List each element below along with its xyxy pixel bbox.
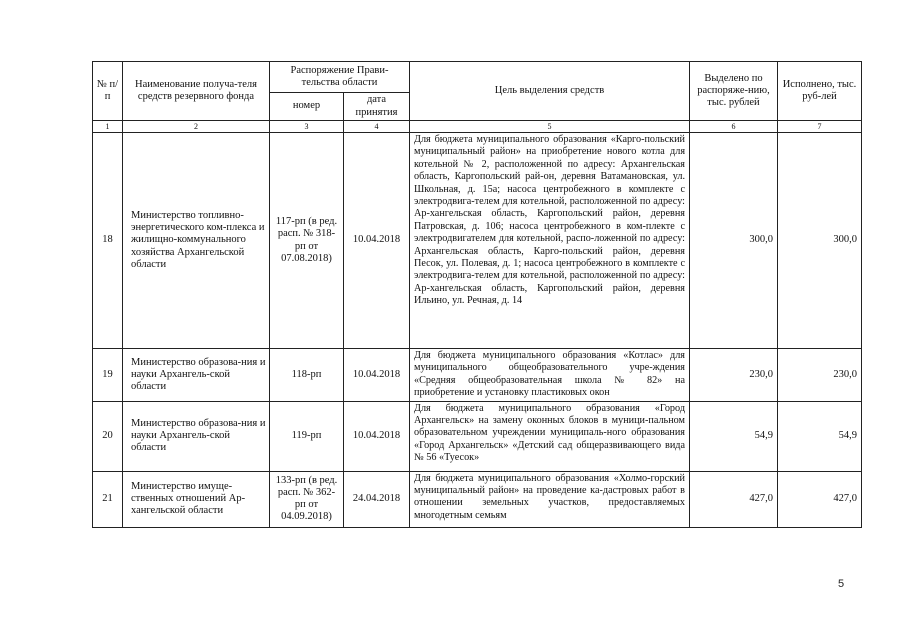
header-no: № п/п bbox=[93, 62, 123, 121]
header-purpose: Цель выделения средств bbox=[410, 62, 690, 121]
column-number: 6 bbox=[690, 121, 778, 133]
order-date: 10.04.2018 bbox=[344, 133, 410, 349]
order-date: 10.04.2018 bbox=[344, 349, 410, 402]
order-number: 118-рп bbox=[270, 349, 344, 402]
column-number: 7 bbox=[778, 121, 862, 133]
allocated-amount: 427,0 bbox=[690, 471, 778, 527]
allocated-amount: 230,0 bbox=[690, 349, 778, 402]
row-number: 19 bbox=[93, 349, 123, 402]
purpose-text: Для бюджета муниципального образования «Город Архангельск» на замену оконных блоков в муници-пальном образовательном учреждении муниципаль-ного образования «Город Архангельск» «Детский сад общеразвивающего вида № 56 «Туесок» bbox=[410, 401, 690, 471]
table-row bbox=[93, 471, 862, 527]
column-number: 3 bbox=[270, 121, 344, 133]
row-number: 21 bbox=[93, 471, 123, 527]
order-date: 10.04.2018 bbox=[344, 401, 410, 471]
reserve-fund-table bbox=[92, 61, 862, 528]
recipient-name: Министерство имуще-ственных отношений Ар-хангельской области bbox=[123, 471, 270, 527]
header-row-1 bbox=[93, 62, 862, 93]
purpose-text: Для бюджета муниципального образования «Холмо-горский муниципальный район» на проведение ка-дастровых работ в отношении земельных участков, предоставляемых многодетным семьям bbox=[410, 471, 690, 527]
header-order-number: номер bbox=[270, 93, 344, 121]
header-executed: Исполнено, тыс. руб-лей bbox=[778, 62, 862, 121]
executed-amount: 54,9 bbox=[778, 401, 862, 471]
purpose-text: Для бюджета муниципального образования «Карго-польский муниципальный район» на приобретение нового котла для котельной № 2, расположенной по адресу: Архангельская область, Каргопольский рай-он, деревня Ватамановская, ул. Школьная, д. 15а; насоса центробежного в комплекте с электродвига-телем для котельной, расположенной по адресу: Ар-хангельская область, Каргопольский район, деревня Патровская, д. 106; насоса центробежного в ком-плекте с электродвигателем для котельной, распо-ложенной по адресу: Архангельская область, Карго-польский район, деревня Песок, ул. Полевая, д. 1; насоса центробежного в комплекте с электродвига-телем для котельной, расположенной по адресу: Ар-хангельская область, Каргопольский район, деревня Ильино, ул. Речная, д. 14 bbox=[410, 133, 690, 349]
table-row bbox=[93, 349, 862, 402]
allocated-amount: 300,0 bbox=[690, 133, 778, 349]
executed-amount: 427,0 bbox=[778, 471, 862, 527]
recipient-name: Министерство образова-ния и науки Архангель-ской области bbox=[123, 401, 270, 471]
column-number-row bbox=[93, 121, 862, 133]
header-allocated: Выделено по распоряже-нию, тыс. рублей bbox=[690, 62, 778, 121]
row-number: 20 bbox=[93, 401, 123, 471]
order-number: 119-рп bbox=[270, 401, 344, 471]
recipient-name: Министерство образова-ния и науки Архангель-ской области bbox=[123, 349, 270, 402]
column-number: 1 bbox=[93, 121, 123, 133]
column-number: 5 bbox=[410, 121, 690, 133]
table-row bbox=[93, 133, 862, 349]
header-recipient: Наименование получа-теля средств резервного фонда bbox=[123, 62, 270, 121]
column-number: 2 bbox=[123, 121, 270, 133]
order-date: 24.04.2018 bbox=[344, 471, 410, 527]
page-number: 5 bbox=[838, 578, 845, 590]
column-number: 4 bbox=[344, 121, 410, 133]
header-order-date: дата принятия bbox=[344, 93, 410, 121]
executed-amount: 230,0 bbox=[778, 349, 862, 402]
header-order-group: Распоряжение Прави-тельства области bbox=[270, 62, 410, 93]
purpose-text: Для бюджета муниципального образования «Котлас» для муниципального общеобразовательного учре-ждения «Средняя общеобразовательная школа № 82» на приобретение и установку пластиковых окон bbox=[410, 349, 690, 402]
order-number: 117-рп (в ред. расп. № 318-рп от 07.08.2018) bbox=[270, 133, 344, 349]
row-number: 18 bbox=[93, 133, 123, 349]
recipient-name: Министерство топливно-энергетического ком-плекса и жилищно-коммунального хозяйства Архангельской области bbox=[123, 133, 270, 349]
order-number: 133-рп (в ред. расп. № 362-рп от 04.09.2018) bbox=[270, 471, 344, 527]
allocated-amount: 54,9 bbox=[690, 401, 778, 471]
table-row bbox=[93, 401, 862, 471]
executed-amount: 300,0 bbox=[778, 133, 862, 349]
